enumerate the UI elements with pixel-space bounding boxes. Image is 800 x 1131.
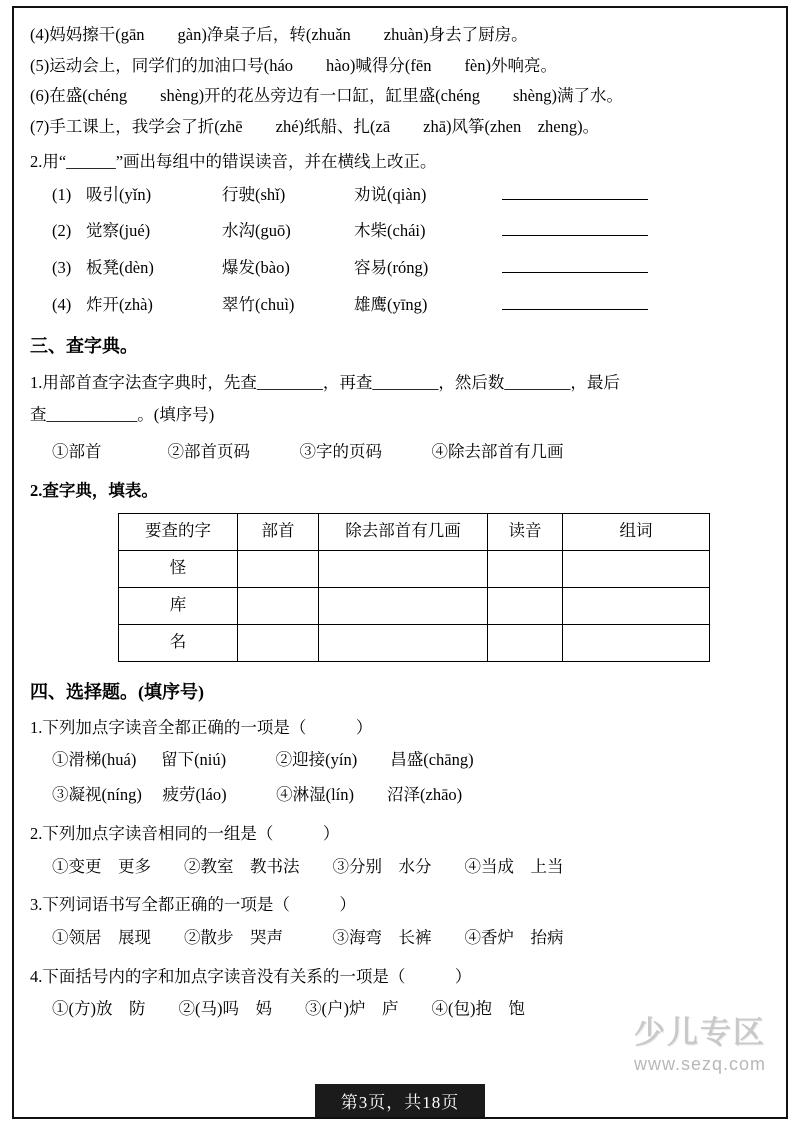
table-header-row (119, 513, 710, 550)
section-4-title: 四、选择题。(填序号) (30, 681, 204, 702)
q2-row-1-item-b: 行驶(shǐ) (222, 184, 286, 204)
section-3-question-1-line-2: 查___________。(填序号) (30, 405, 215, 425)
table-header-strokes: 除去部首有几画 (319, 513, 488, 550)
q2-row-1-answer-blank[interactable] (502, 182, 648, 200)
table-cell-pronunciation-1[interactable] (488, 550, 563, 587)
section1-item-5: (5)运动会上，同学们的加油口号(háo hào)喊得分(fēn fèn)外响亮。 (30, 55, 558, 75)
section-3-title: 三、查字典。 (30, 336, 138, 357)
q2-row-1-number: (1) (52, 184, 72, 204)
table-row (119, 624, 710, 661)
document-content (30, 22, 772, 1031)
section1-item-6: (6)在盛(chéng shèng)开的花丛旁边有一口缸，缸里盛(chéng shèng)满了水。 (30, 86, 624, 106)
q2-row-3-answer-blank[interactable] (502, 256, 648, 274)
table-cell-word-3: 名 (119, 624, 238, 661)
section-4-question-4-option-line-1[interactable]: ①(方)放 防 ②(马)吗 妈 ③(户)炉 庐 ④(包)抱 饱 (52, 999, 525, 1019)
q2-row-4-item-a: 炸开(zhà) (86, 294, 153, 314)
table-cell-pronunciation-2[interactable] (488, 587, 563, 624)
table-cell-strokes-2[interactable] (319, 587, 488, 624)
q2-row-3-item-a: 板凳(dèn) (86, 258, 154, 278)
q2-row-3-number: (3) (52, 258, 72, 278)
section1-item-4: (4)妈妈擦干(gān gàn)净桌子后，转(zhuǎn zhuàn)身去了厨房。 (30, 25, 528, 44)
section-4-question-2-option-line-1[interactable]: ①变更 更多 ②教室 教书法 ③分别 水分 ④当成 上当 (52, 856, 564, 876)
section-4-question-1-option-line-2[interactable]: ③凝视(níng) 疲劳(láo) ④淋湿(lín) 沼泽(zhāo) (52, 785, 463, 805)
table-row (119, 587, 710, 624)
table-cell-radical-3[interactable] (238, 624, 319, 661)
watermark-main-text: 少儿专区 (633, 1015, 766, 1050)
page-footer (0, 1084, 800, 1117)
table-cell-word-2: 库 (119, 587, 238, 624)
q2-row-2-item-c: 木柴(chái) (354, 221, 426, 241)
table-header-pronunciation: 读音 (488, 513, 563, 550)
table-cell-strokes-3[interactable] (319, 624, 488, 661)
q2-row-3-item-b: 爆发(bào) (222, 258, 290, 278)
question-2-prompt: 2.用“______”画出每组中的错误读音，并在横线上改正。 (30, 151, 437, 171)
q2-row-2-answer-blank[interactable] (502, 219, 648, 237)
q2-row-4 (30, 292, 772, 319)
q2-row-4-number: (4) (52, 294, 72, 314)
q2-row-3-item-c: 容易(róng) (354, 258, 429, 278)
table-cell-words-1[interactable] (563, 550, 710, 587)
dictionary-table (118, 513, 710, 662)
q2-row-3 (30, 255, 772, 282)
table-cell-strokes-1[interactable] (319, 550, 488, 587)
table-cell-radical-2[interactable] (238, 587, 319, 624)
section-4-question-4-prompt: 4.下面括号内的字和加点字读音没有关系的一项是（ ） (30, 966, 472, 986)
q2-row-4-item-c: 雄鹰(yīng) (354, 294, 428, 314)
table-cell-radical-1[interactable] (238, 550, 319, 587)
section-4-question-3-prompt: 3.下列词语书写全都正确的一项是（ ） (30, 895, 356, 915)
table-cell-words-2[interactable] (563, 587, 710, 624)
table-header-word: 要查的字 (119, 513, 238, 550)
table-row (119, 550, 710, 587)
q2-row-2-item-a: 觉察(jué) (86, 221, 151, 241)
q2-row-1 (30, 182, 772, 209)
watermark-url-text: www.sezq.com (633, 1054, 766, 1074)
section-3-options: ①部首 ②部首页码 ③字的页码 ④除去部首有几画 (52, 442, 564, 462)
section-4-question-3-option-line-1[interactable]: ①领居 展现 ②散步 哭声 ③海弯 长裤 ④香炉 抬病 (52, 927, 564, 947)
table-cell-word-1: 怪 (119, 550, 238, 587)
section1-item-7: (7)手工课上，我学会了折(zhē zhé)纸船、扎(zā zhā)风筝(zhen zheng)。 (30, 117, 600, 137)
table-cell-pronunciation-3[interactable] (488, 624, 563, 661)
q2-row-4-item-b: 翠竹(chuì) (222, 294, 295, 314)
q2-row-2-number: (2) (52, 221, 72, 241)
table-header-radical: 部首 (238, 513, 319, 550)
section-4-question-1-option-line-1[interactable]: ①滑梯(huá) 留下(niú) ②迎接(yín) 昌盛(chāng) (52, 750, 474, 770)
section-4-question-1-prompt: 1.下列加点字读音全都正确的一项是（ ） (30, 717, 373, 737)
page-number-label: 第3页，共18页 (315, 1084, 486, 1117)
table-cell-words-3[interactable] (563, 624, 710, 661)
q2-row-1-item-a: 吸引(yǐn) (86, 184, 152, 204)
table-header-words: 组词 (563, 513, 710, 550)
q2-row-2 (30, 218, 772, 245)
q2-row-4-answer-blank[interactable] (502, 292, 648, 310)
section-3-question-2-prompt: 2.查字典，填表。 (30, 480, 158, 500)
section-4-question-2-prompt: 2.下列加点字读音相同的一组是（ ） (30, 823, 340, 843)
q2-row-1-item-c: 劝说(qiàn) (354, 184, 427, 204)
section-3-question-1-line-1: 1.用部首查字法查字典时，先查________，再查________，然后数________，最后 (30, 372, 620, 392)
q2-row-2-item-b: 水沟(guō) (222, 221, 291, 241)
